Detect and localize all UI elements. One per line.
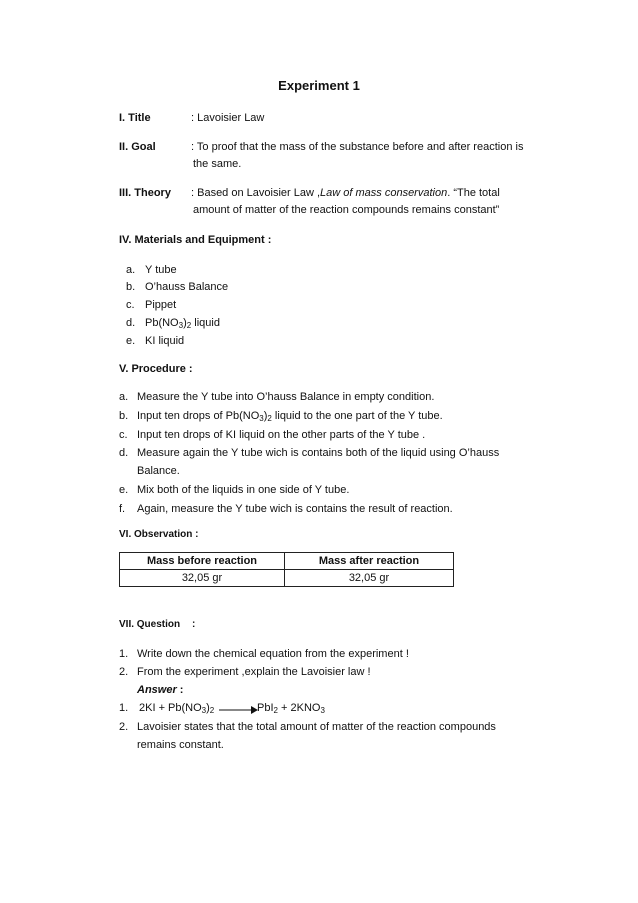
- question-marker: 2.: [119, 666, 129, 678]
- page-title: Experiment 1: [278, 78, 360, 93]
- goal-line-1: : To proof that the mass of the substance before and after reaction is: [191, 141, 524, 153]
- materials-item: Pippet: [145, 299, 177, 311]
- procedure-marker: e.: [119, 484, 129, 496]
- table-cell: 32,05 gr: [285, 570, 454, 587]
- table-cell: 32,05 gr: [120, 570, 285, 587]
- table-header-cell: Mass before reaction: [120, 553, 285, 570]
- materials-marker: c.: [126, 299, 135, 311]
- materials-item: O’hauss Balance: [145, 281, 229, 293]
- table-header-cell: Mass after reaction: [285, 553, 454, 570]
- procedure-marker: f.: [119, 503, 126, 515]
- answer-marker: 2.: [119, 721, 129, 733]
- observation-table: [119, 552, 454, 587]
- title-value: : Lavoisier Law: [191, 112, 265, 124]
- observation-label: VI. Observation :: [119, 529, 199, 540]
- procedure-marker: a.: [119, 391, 129, 403]
- table-header-row: [120, 553, 454, 570]
- equation-products: $PbI_2 + 2KNO_3$: [257, 702, 325, 715]
- procedure-step: Mix both of the liquids in one side of Y tube.: [137, 484, 350, 496]
- materials-item: KI liquid: [145, 335, 185, 347]
- procedure-marker: b.: [119, 410, 129, 422]
- goal-line-2: the same.: [193, 158, 242, 170]
- materials-marker: e.: [126, 335, 136, 347]
- materials-item: Y tube: [145, 264, 177, 276]
- theory-line-1: : Based on Lavoisier Law ,Law of mass conservation. “The total: [191, 187, 500, 199]
- title-label: I. Title: [119, 112, 151, 124]
- materials-marker: b.: [126, 281, 136, 293]
- materials-marker: a.: [126, 264, 136, 276]
- procedure-step: Input ten drops of KI liquid on the other parts of the Y tube .: [137, 429, 426, 441]
- equation-reactants: $2KI + Pb(NO_3)_2$: [139, 702, 215, 715]
- materials-label: IV. Materials and Equipment :: [119, 234, 272, 246]
- procedure-marker: d.: [119, 447, 129, 459]
- question-item: Write down the chemical equation from the experiment !: [137, 648, 409, 660]
- materials-item: $Pb(NO_3)_2$ liquid: [145, 317, 220, 330]
- procedure-label: V. Procedure :: [119, 363, 193, 375]
- answer-marker: 1.: [119, 702, 129, 714]
- procedure-step-continuation: Balance.: [137, 465, 180, 477]
- procedure-step: Measure the Y tube into O’hauss Balance in empty condition.: [137, 391, 435, 403]
- procedure-marker: c.: [119, 429, 128, 441]
- answer-line-2: remains constant.: [137, 739, 224, 751]
- theory-line-2: amount of matter of the reaction compounds remains constant”: [193, 204, 500, 216]
- question-label: VII. Question: [119, 619, 181, 630]
- goal-label: II. Goal: [119, 141, 156, 153]
- procedure-step: Input ten drops of $Pb(NO_3)_2$ liquid to the one part of the Y tube.: [137, 410, 443, 423]
- answer-line-1: Lavoisier states that the total amount of matter of the reaction compounds: [137, 721, 496, 733]
- procedure-step: Measure again the Y tube wich is contains both of the liquid using O’hauss: [137, 447, 500, 459]
- question-marker: 1.: [119, 648, 129, 660]
- procedure-step: Again, measure the Y tube wich is contains the result of reaction.: [137, 503, 453, 515]
- answer-label: Answer :: [137, 684, 184, 696]
- question-colon: :: [192, 619, 196, 630]
- theory-label: III. Theory: [119, 187, 171, 199]
- reaction-arrow-icon: [219, 704, 259, 716]
- materials-marker: d.: [126, 317, 136, 329]
- question-item: From the experiment ,explain the Lavoisier law !: [137, 666, 371, 678]
- table-row: [120, 570, 454, 587]
